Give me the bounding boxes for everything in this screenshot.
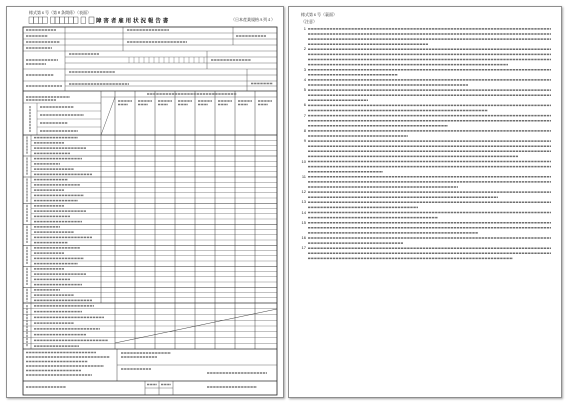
checkbox	[89, 17, 94, 24]
form-rule	[101, 97, 115, 135]
note-item-number: 4	[303, 77, 306, 82]
note-item-number: 13	[301, 199, 306, 205]
employer-number-box	[73, 17, 78, 24]
note-item-number: 3	[303, 67, 306, 72]
note-item-number: 9	[303, 138, 306, 144]
note-item-number: 5	[303, 87, 306, 93]
notes-text-block	[289, 7, 561, 397]
employer-number-box	[60, 17, 65, 24]
note-item-number: 8	[303, 128, 306, 133]
form-title: 障 害 者 雇 用 状 況 報 告 書	[96, 17, 169, 24]
notes-heading: （注意）	[301, 19, 317, 24]
form-back-page	[288, 6, 562, 398]
employer-number-box	[34, 17, 39, 24]
employer-number-box	[69, 17, 74, 24]
note-item-number: 17	[301, 245, 306, 251]
note-item-number: 7	[303, 113, 306, 118]
note-item-number: 16	[301, 235, 306, 240]
employer-number-box	[50, 17, 55, 24]
note-item-number: 15	[301, 220, 306, 225]
employer-number-box	[43, 17, 48, 24]
employer-number-box	[81, 17, 86, 24]
note-item-number: 1	[303, 26, 306, 31]
report-form-grid	[7, 7, 283, 397]
note-item-number: 2	[303, 46, 306, 52]
note-item-number: 6	[303, 102, 306, 108]
employer-number-box	[55, 17, 60, 24]
note-item-number: 12	[301, 189, 306, 195]
note-item-number: 14	[301, 210, 306, 215]
form-front-page	[6, 6, 284, 398]
paper-size-note: （日本産業規格Ａ列４）	[231, 17, 275, 22]
back-form-number: 様式第６号（裏面）	[301, 12, 337, 17]
note-item-number: 11	[301, 174, 306, 179]
employer-number-box	[29, 17, 34, 24]
note-item-number: 10	[301, 159, 306, 164]
form-number-label: 様式第６号（第８条関係）（表面）	[29, 10, 91, 15]
employer-number-box	[38, 17, 43, 24]
employer-number-box	[64, 17, 69, 24]
